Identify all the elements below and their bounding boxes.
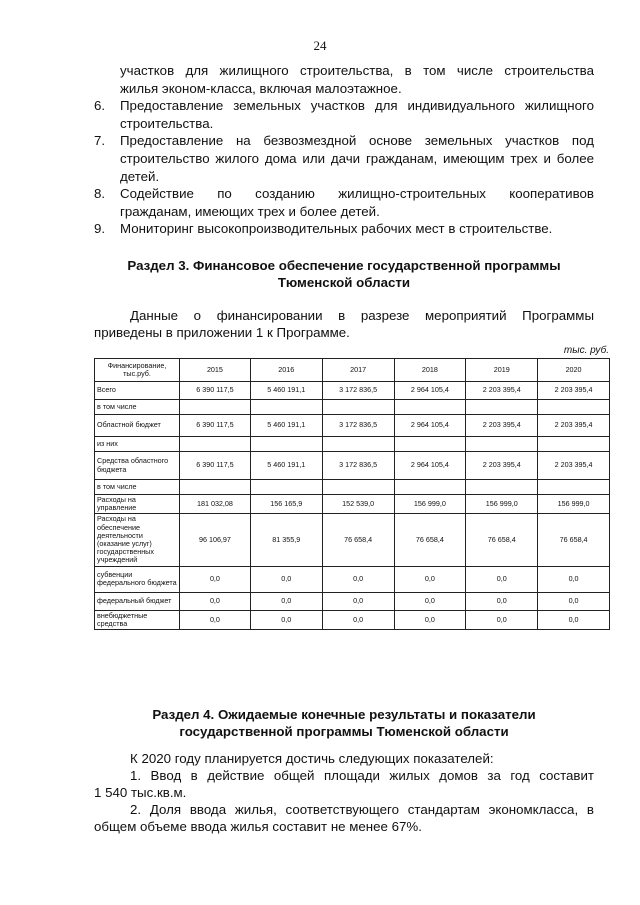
table-cell: 0,0 [250, 592, 322, 610]
table-row [95, 437, 610, 452]
financing-table [94, 358, 610, 630]
table-cell: 0,0 [180, 566, 251, 592]
section4-heading-line: Раздел 4. Ожидаемые конечные результаты и показатели [152, 707, 536, 722]
table-row [95, 400, 610, 415]
list-item-text: жилья эконом-класса, включая малоэтажное. [120, 80, 402, 96]
row-label: из них [95, 437, 180, 452]
table-cell: 0,0 [538, 610, 610, 629]
table-cell: 2 203 395,4 [466, 415, 538, 437]
section3-heading [94, 257, 594, 291]
table-cell: 3 172 836,5 [322, 382, 394, 400]
table-body [95, 382, 610, 630]
paragraph-line: 1. Ввод в действие общей площади жилых домов за год составит [130, 768, 594, 783]
list-item [94, 115, 594, 133]
list-item-text: детей. [120, 168, 160, 184]
list-item [94, 150, 594, 168]
table-cell: 3 172 836,5 [322, 415, 394, 437]
table-cell: 96 106,97 [180, 514, 251, 566]
header-year: 2016 [250, 359, 322, 382]
table-cell: 2 203 395,4 [538, 415, 610, 437]
table-cell: 0,0 [180, 592, 251, 610]
list-item-text: Мониторинг высокопроизводительных рабочих мест в строительстве. [120, 221, 553, 237]
table-cell: 181 032,08 [180, 495, 251, 514]
table-cell: 3 172 836,5 [322, 452, 394, 480]
table-row [95, 514, 610, 566]
table-cell [394, 400, 466, 415]
section4-text [94, 750, 594, 835]
row-label: Средства областного бюджета [95, 452, 180, 480]
program-measures-list [94, 62, 594, 238]
table-cell: 76 658,4 [466, 514, 538, 566]
table-row [95, 566, 610, 592]
row-label: субвенции федерального бюджета [95, 566, 180, 592]
list-item [94, 185, 594, 203]
row-label: федеральный бюджет [95, 592, 180, 610]
row-label: Областной бюджет [95, 415, 180, 437]
list-item-number: 7. [94, 133, 106, 149]
paragraph-line: 2. Доля ввода жилья, соответствующего стандартам экономкласса, в [130, 802, 594, 817]
list-item-number: 8. [94, 186, 106, 202]
section3-heading-line: Тюменской области [277, 275, 411, 290]
header-year: 2019 [466, 359, 538, 382]
list-item [94, 168, 594, 186]
table-cell [538, 400, 610, 415]
list-item [94, 203, 594, 221]
list-item [94, 132, 594, 150]
list-item-text: Предоставление земельных участков для индивидуального жилищного [120, 98, 594, 114]
row-label: Расходы на обеспечение деятельности (оказание услуг) государственных учреждений [95, 514, 180, 566]
table-cell [180, 400, 251, 415]
table-cell: 156 999,0 [466, 495, 538, 514]
header-year: 2015 [180, 359, 251, 382]
table-cell [180, 437, 251, 452]
table-cell [394, 480, 466, 495]
list-item-text: строительство жилого дома или дачи гражданам, имеющим трех и более [120, 150, 594, 166]
table-cell [538, 480, 610, 495]
table-cell: 0,0 [322, 592, 394, 610]
table-units: тыс. руб. [563, 345, 609, 356]
list-item [94, 97, 594, 115]
section3-paragraph [94, 307, 594, 341]
table-cell [322, 480, 394, 495]
table-cell: 2 964 105,4 [394, 382, 466, 400]
table-cell [322, 437, 394, 452]
header-year: 2018 [394, 359, 466, 382]
row-label: Расходы на управление [95, 495, 180, 514]
table-cell: 2 203 395,4 [538, 382, 610, 400]
list-item [94, 62, 594, 80]
table-cell: 156 999,0 [394, 495, 466, 514]
list-item-text: Содействие по созданию жилищно-строительных кооперативов [120, 186, 594, 202]
paragraph-line: К 2020 году планируется достичь следующих показателей: [130, 751, 494, 766]
table-cell: 5 460 191,1 [250, 382, 322, 400]
header-label: Финансирование, тыс.руб. [95, 359, 180, 382]
table-cell: 0,0 [466, 592, 538, 610]
table-cell [466, 480, 538, 495]
table-cell: 0,0 [466, 566, 538, 592]
table-cell: 152 539,0 [322, 495, 394, 514]
table-row [95, 415, 610, 437]
table-cell: 2 203 395,4 [466, 452, 538, 480]
table-cell: 0,0 [466, 610, 538, 629]
table-cell: 0,0 [250, 566, 322, 592]
table-cell: 0,0 [250, 610, 322, 629]
table-cell: 76 658,4 [322, 514, 394, 566]
table-row [95, 592, 610, 610]
page-number: 24 [313, 38, 327, 53]
table-cell: 0,0 [394, 592, 466, 610]
table-cell: 0,0 [538, 566, 610, 592]
list-item-text: Предоставление на безвозмездной основе земельных участков под [120, 133, 594, 149]
table-cell: 0,0 [322, 610, 394, 629]
list-item-text: гражданам, имеющих трех и более детей. [120, 203, 380, 219]
paragraph-line: 1 540 тыс.кв.м. [94, 785, 187, 800]
table-cell: 0,0 [394, 566, 466, 592]
list-item-text: строительства. [120, 115, 214, 131]
row-label: в том числе [95, 480, 180, 495]
table-header-row [95, 359, 610, 382]
table-cell: 6 390 117,5 [180, 452, 251, 480]
table-cell: 5 460 191,1 [250, 452, 322, 480]
table-cell [538, 437, 610, 452]
table-cell [180, 480, 251, 495]
table-cell: 2 964 105,4 [394, 415, 466, 437]
row-label: Всего [95, 382, 180, 400]
table-cell: 5 460 191,1 [250, 415, 322, 437]
table-cell [250, 437, 322, 452]
list-item-text: участков для жилищного строительства, в том числе строительства [120, 63, 594, 78]
table-cell [466, 437, 538, 452]
table-row [95, 452, 610, 480]
table-cell: 81 355,9 [250, 514, 322, 566]
section4-heading [94, 706, 594, 740]
table-cell [250, 480, 322, 495]
table-cell: 156 165,9 [250, 495, 322, 514]
table-cell: 6 390 117,5 [180, 415, 251, 437]
section4-heading-line: государственной программы Тюменской области [179, 724, 509, 739]
table-cell [322, 400, 394, 415]
table-row [95, 610, 610, 629]
header-year: 2020 [538, 359, 610, 382]
table-cell: 6 390 117,5 [180, 382, 251, 400]
paragraph-line: общем объеме ввода жилья составит не менее 67%. [94, 819, 422, 834]
table-row [95, 495, 610, 514]
table-cell: 156 999,0 [538, 495, 610, 514]
paragraph-line: Данные о финансировании в разрезе мероприятий Программы [130, 308, 594, 323]
table-cell: 0,0 [180, 610, 251, 629]
paragraph-line: приведены в приложении 1 к Программе. [94, 325, 350, 340]
table-cell: 2 203 395,4 [466, 382, 538, 400]
list-item [94, 220, 594, 238]
table-row [95, 382, 610, 400]
table-cell [394, 437, 466, 452]
list-item-number: 9. [94, 221, 106, 237]
list-item-number: 6. [94, 98, 106, 114]
table-cell: 76 658,4 [394, 514, 466, 566]
list-item [94, 80, 594, 98]
table-cell: 76 658,4 [538, 514, 610, 566]
header-year: 2017 [322, 359, 394, 382]
table-row [95, 480, 610, 495]
table-cell [466, 400, 538, 415]
table-cell [250, 400, 322, 415]
table-cell: 0,0 [538, 592, 610, 610]
table-cell: 0,0 [322, 566, 394, 592]
table-cell: 2 203 395,4 [538, 452, 610, 480]
table-cell: 2 964 105,4 [394, 452, 466, 480]
row-label: в том числе [95, 400, 180, 415]
table-cell: 0,0 [394, 610, 466, 629]
section3-heading-line: Раздел 3. Финансовое обеспечение государственной программы [127, 258, 561, 273]
row-label: внебюджетные средства [95, 610, 180, 629]
